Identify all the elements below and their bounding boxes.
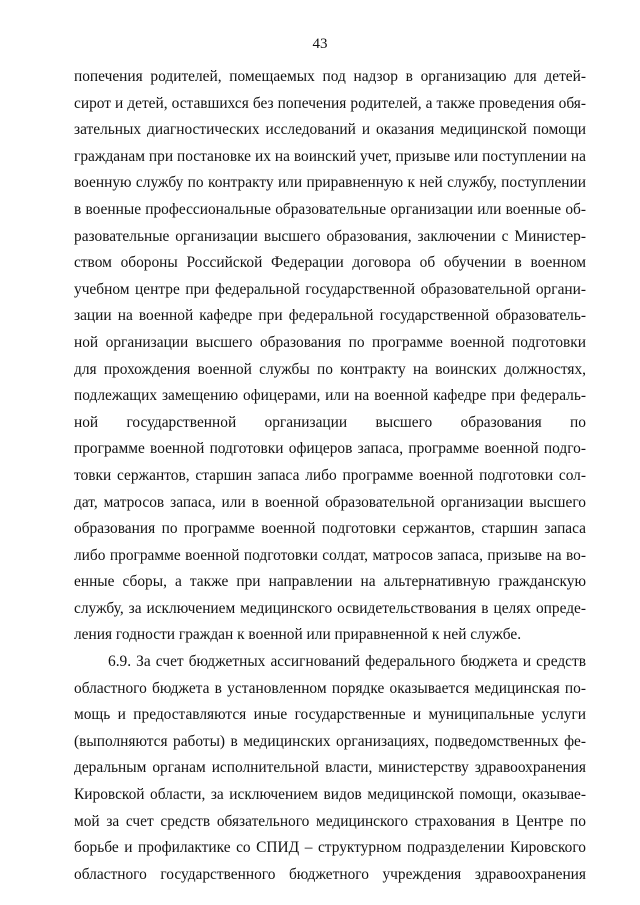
text-line: зательных диагностических исследований и оказания медицинской помощи [74,121,586,139]
text-line: Кировской области, за исключением видов медицинской помощи, оказывае- [74,786,586,804]
text-line: зации на военной кафедре при федеральной государственной образователь- [74,307,586,325]
text-line: подлежащих замещению офицерами, или на военной кафедре при федераль- [74,387,586,405]
text-line: енные сборы, а также при направлении на альтернативную гражданскую [74,573,586,591]
text-line: образования по программе военной подготовки сержантов, старшин запаса [74,520,586,538]
text-line: областного государственного бюджетного учреждения здравоохранения [74,865,586,883]
text-line: разовательные организации высшего образования, заключении с Министер- [74,227,586,245]
text-line: в военные профессиональные образовательные организации или военные об- [74,200,586,218]
text-line: деральным органам исполнительной власти, министерству здравоохранения [74,759,586,777]
text-line: программе военной подготовки офицеров запаса, программе военной подго- [74,440,586,458]
text-line: мощь и предоставляются иные государственные и муниципальные услуги [74,706,586,724]
text-line: сирот и детей, оставшихся без попечения родителей, а также проведения обя- [74,94,586,112]
text-line: либо программе военной подготовки солдат, матросов запаса, призыве на во- [74,546,586,564]
text-line: ством обороны Российской Федерации договора об обучении в военном [74,254,586,272]
text-line: дат, матросов запаса, или в военной образовательной организации высшего [74,493,586,511]
page-number: 43 [312,36,328,52]
text-line: мой за счет средств обязательного медицинского страхования в Центре по [74,812,586,830]
text-line: товки сержантов, старшин запаса либо программе военной подготовки сол- [74,466,586,484]
text-line: областного бюджета в установленном порядке оказывается медицинская по- [74,679,586,697]
text-line: учебном центре при федеральной государственной образовательной органи- [74,280,586,298]
text-line: попечения родителей, помещаемых под надзор в организацию для детей- [74,68,586,85]
text-line: борьбе и профилактике со СПИД – структурном подразделении Кировского [74,839,586,857]
body-text [74,64,586,888]
text-line: (выполняются работы) в медицинских организациях, подведомственных фе- [74,732,586,750]
text-line: для прохождения военной службы по контракту на воинских должностях, [74,360,586,378]
text-line: ной организации высшего образования по программе военной подготовки [74,333,586,351]
text-line: ной государственной организации высшего образования по [74,413,586,431]
text-line: службу, за исключением медицинского освидетельствования в целях опреде- [74,599,586,617]
text-line: военную службу по контракту или приравненную к ней службу, поступлении [74,174,586,192]
paragraph-last-line: ления годности граждан к военной или приравненной к ней службе. [74,626,522,644]
section-start-line: 6.9. За счет бюджетных ассигнований федерального бюджета и средств [108,653,586,671]
text-line: гражданам при постановке их на воинский учет, призыве или поступлении на [74,147,586,165]
